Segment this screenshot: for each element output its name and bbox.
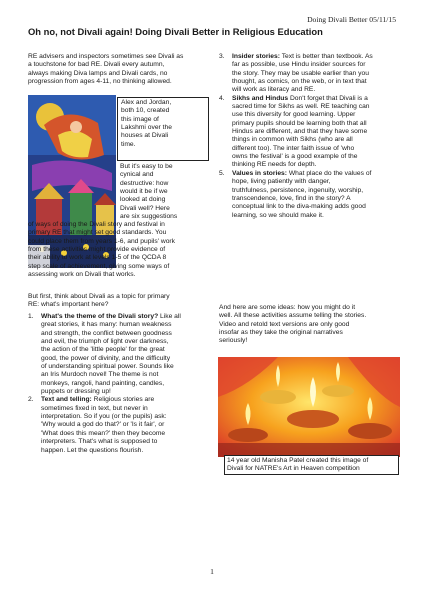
intro-paragraph: RE advisers and inspectors sometimes see Divali as a touchstone for bad RE. Divali every autumn, always making Diva lamps and Divali cards, no progression from ages 4-11, no thinking allowed. [28, 53, 184, 86]
divali-lamps-painting-image [218, 357, 400, 457]
image2-caption: 14 year old Manisha Patel created this image of Divali for NATRE's Art in Heaven competition [224, 455, 399, 475]
paragraph-six-suggestions: of ways of doing the Divali story and festival in primary RE that might set good standards. You could place them from years 1-6, and pupils' work from these activities might provide evidence of their ability to work at levels 1-5 of the QCDA 8 step scale of achievement, giving some ways of assessing work on Divali that works. [28, 221, 175, 279]
list-item-heading: Insider stories: [232, 53, 280, 60]
list-number: 5. [219, 169, 225, 177]
list-number: 2. [28, 396, 34, 404]
article-title: Oh no, not Divali again! Doing Divali Better in Religious Education [28, 26, 323, 37]
list-item-values-in-stories: 5. Values in stories: What place do the values of hope, living patiently with danger, truthfulness, persistence, ingenuity, worship, transcendence, love, find in the story? A conceptual link to the diva-making adds good learning, so we should make it. [219, 169, 372, 219]
list-item-theme: 1. What's the theme of the Divali story? Like all great stories, it has many: human weakness and strength, the conflict between goodness and evil, the triumph of light over darkness, the action of the 'little people' for the great good, the power of divinity, and the difficulty of understanding spiritual power. Sounds like an Iris Murdoch novel! The theme is not monkeys, rangoli, hand painting, candles, puppets or dressing up! [28, 313, 181, 396]
numbered-list-left [28, 313, 208, 455]
paragraph-beside-image: But it's easy to be cynical and destructive: how would it be if we looked at doing Divali well? Here are six suggestions [120, 163, 178, 221]
list-number: 4. [219, 94, 225, 102]
numbered-list-right [219, 53, 399, 220]
list-item-text-and-telling: 2. Text and telling: Religious stories are sometimes fixed in text, but never in interpretation. So if you (or the pupils) ask: 'Why would a god do that?' or 'Is it fair', or 'What does this mean?' then they become interpreters. That's what is supposed to happen. Let the questions flourish. [28, 396, 167, 454]
list-item-heading: What's the theme of the Divali story? [41, 313, 159, 320]
list-item-heading: Sikhs and Hindus [232, 94, 289, 102]
list-item-insider-stories: 3. Insider stories: Text is better than textbook. As far as possible, use Hindu insider sources for the story. They may be usable earlier than you thought, as comics, on the web, or in text that will work as literacy and RE. [219, 53, 373, 94]
list-item-heading: Text and telling: [41, 396, 92, 404]
page-number: 1 [210, 567, 214, 576]
paragraph-ideas: And here are some ideas: how you might do it well. All these activities assume telling the stories. Video and retold text versions are only good insofar as they take the original narratives seriously! [219, 304, 367, 345]
list-number: 1. [28, 313, 34, 320]
list-item-sikhs-and-hindus: 4. Sikhs and Hindus Don't forget that Divali is a sacred time for Sikhs as well. RE teaching can use this diversity for good learning. Upper primary pupils should be learning both that all Hindus are different, and that they have some things in common with Sikhs (who are all different too). The inter faith issue of 'who owns the festival' is a good example of the thinking RE needs for depth. [219, 94, 370, 169]
paragraph-think-first: But first, think about Divali as a topic for primary RE: what's important here? [28, 293, 170, 309]
list-number: 3. [219, 53, 225, 60]
running-head: Doing Divali Better 05/11/15 [307, 15, 396, 24]
list-item-heading: Values in stories: [232, 169, 288, 177]
image1-caption: Alex and Jordan, both 10, created this image of Lakshmi over the houses at Divali time. [117, 97, 209, 161]
